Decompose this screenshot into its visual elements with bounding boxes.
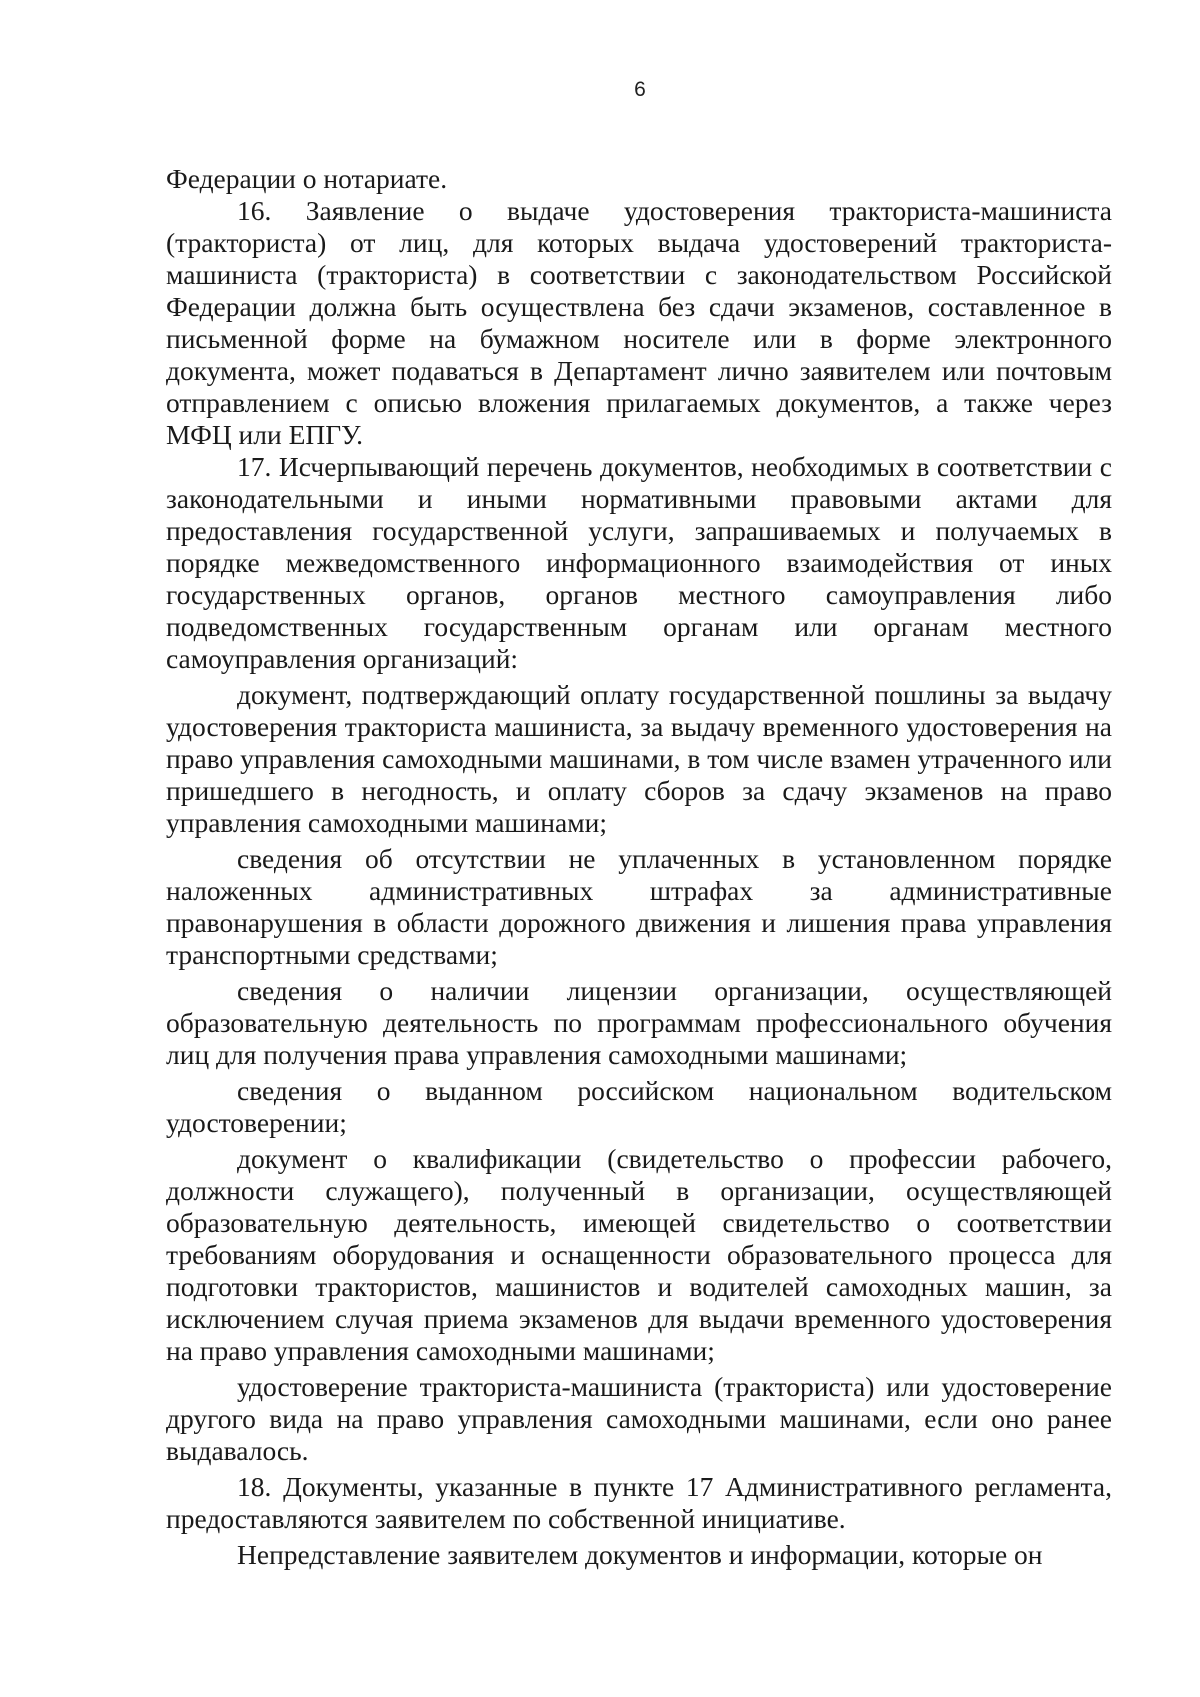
paragraph-continuation: Федерации о нотариате.	[166, 163, 448, 194]
list-item-payment-document: документ, подтверждающий оплату государственной пошлины за выдачу удостоверения тракториста машиниста, за выдачу временного удостоверения на право управления самоходными машинами, в том числе взамен утраченного или пришедшего в негодность, и оплату сборов за сдачу экзаменов на право управления самоходными машинами;	[166, 679, 1112, 838]
list-item-qualification-document: документ о квалификации (свидетельство о профессии рабочего, должности служащего), полученный в организации, осуществляющей образовательную деятельность, имеющей свидетельство о соответствии требованиям оборудования и оснащенности образовательного процесса для подготовки трактористов, машинистов и водителей самоходных машин, за исключением случая приема экзаменов для выдачи временного удостоверения на право управления самоходными машинами;	[166, 1143, 1112, 1366]
document-body	[166, 163, 1112, 1571]
paragraph-item-17: 17. Исчерпывающий перечень документов, необходимых в соответствии с законодательными и иными нормативными правовыми актами для предоставления государственной услуги, запрашиваемых и получаемых в порядке межведомственного информационного взаимодействия от иных государственных органов, органов местного самоуправления либо подведомственных государственным органам или органам местного самоуправления организаций:	[166, 451, 1112, 674]
list-item-fines-info: сведения об отсутствии не уплаченных в установленном порядке наложенных административных штрафах за административные правонарушения в области дорожного движения и лишения права управления транспортными средствами;	[166, 843, 1112, 970]
paragraph-item-16: 16. Заявление о выдаче удостоверения тракториста-машиниста (тракториста) от лиц, для которых выдача удостоверений тракториста-машиниста (тракториста) в соответствии с законодательством Российской Федерации должна быть осуществлена без сдачи экзаменов, составленное в письменной форме на бумажном носителе или в форме электронного документа, может подаваться в Департамент лично заявителем или почтовым отправлением с описью вложения прилагаемых документов, а также через МФЦ или ЕПГУ.	[166, 195, 1112, 450]
list-item-driver-license-info: сведения о выданном российском национальном водительском удостоверении;	[166, 1075, 1112, 1138]
list-item-previous-certificate: удостоверение тракториста-машиниста (тракториста) или удостоверение другого вида на право управления самоходными машинами, если оно ранее выдавалось.	[166, 1371, 1112, 1466]
paragraph-nonsubmission: Непредставление заявителем документов и информации, которые он	[237, 1539, 1043, 1570]
page-number: 6	[634, 78, 646, 101]
list-item-license-info: сведения о наличии лицензии организации, осуществляющей образовательную деятельность по программам профессионального обучения лиц для получения права управления самоходными машинами;	[166, 975, 1112, 1070]
paragraph-item-18: 18. Документы, указанные в пункте 17 Административного регламента, предоставляются заявителем по собственной инициативе.	[166, 1471, 1112, 1534]
